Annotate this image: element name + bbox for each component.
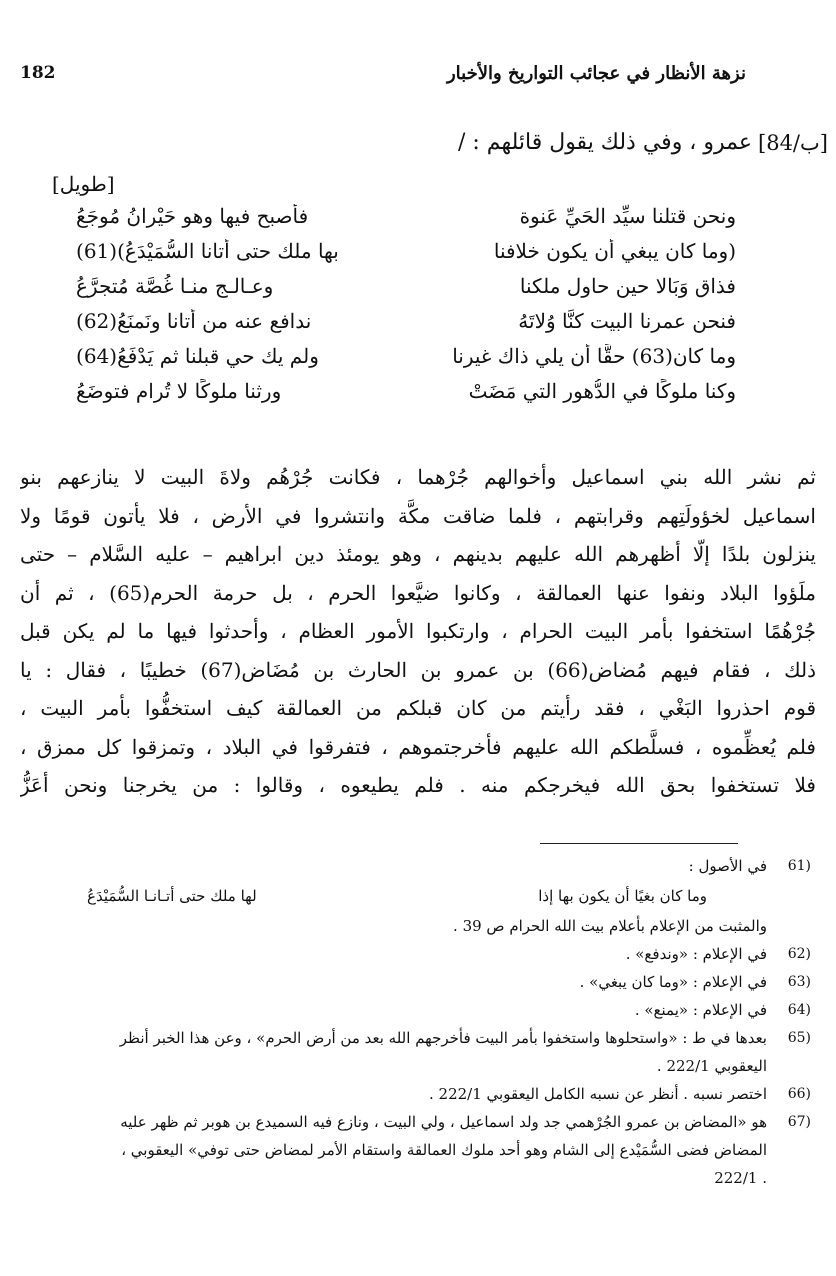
- footnote-text: بعدها في ط : «واستحلوها واستخفوا بأمر البيت فأخرجهم الله بعد من أرض الحرم» ، وعن هذا الخبر أنظر: [119, 1029, 767, 1047]
- footnote-number: 66): [787, 1086, 811, 1102]
- verse: [76, 373, 736, 408]
- footnote-text: اختصر نسبه . أنظر عن نسبه الكامل اليعقوبي 222/1 .: [429, 1085, 767, 1103]
- footnote-number: 63): [787, 974, 811, 990]
- poem-meter: [طويل]: [52, 172, 115, 196]
- verse-second-hemistich: بها ملك حتى أتانا السُّمَيْدَعُ)(61): [76, 238, 339, 263]
- verse: [76, 268, 736, 303]
- footnote-text: في الإعلام : «وما كان يبغي» .: [579, 973, 767, 991]
- footnote-61: [21, 852, 811, 940]
- page-number: 182: [20, 63, 56, 83]
- verse-first-hemistich: فنحن عمرنا البيت كنَّا وُلاتَهُ: [518, 308, 736, 333]
- verse: [76, 198, 736, 233]
- poem: [76, 198, 736, 408]
- footnote-64: [21, 996, 811, 1024]
- footnote-verse: [87, 880, 707, 912]
- prose-line: جُرْهُمًا استخفوا بأمر البيت الحرام ، وارتكبوا الأمور العظام ، وأحدثوا فيها ما لم يكن قبل: [20, 619, 816, 643]
- footnote-63: [21, 968, 811, 996]
- prose-line: ذلك ، فقام فيهم مُضاض(66) بن عمرو بن الحارث بن مُضَاض(67) خطيبًا ، فقال : يا: [20, 657, 816, 682]
- intro-text: عمرو ، وفي ذلك يقول قائلهم : /: [458, 130, 753, 155]
- footnote-verse-second: لها ملك حتى أتـانـا السُّمَيْدَعُ: [87, 887, 257, 905]
- verse-first-hemistich: وما كان(63) حقًّا أن يلي ذاك غيرنا: [452, 343, 736, 368]
- verse: [76, 233, 736, 268]
- verse: [76, 338, 736, 373]
- footnote-text: اليعقوبي 222/1 .: [656, 1057, 767, 1075]
- verse-first-hemistich: (وما كان يبغي أن يكون خلافنا: [493, 238, 736, 263]
- verse-second-hemistich: فأصبح فيها وهو حَيْرانُ مُوجَعُ: [76, 203, 309, 228]
- footnote-divider: [540, 843, 738, 844]
- verse-first-hemistich: ونحن قتلنا سيِّد الحَيِّ عَنوة: [519, 203, 736, 228]
- footnote-text: المضاض فضى السُّمَيْدع إلى الشام وهو أحد ملوك العمالقة واستقام الأمر لمضاض حتى توفي» اليعقوبي ،: [121, 1141, 767, 1159]
- page-header: [20, 58, 746, 88]
- running-title: نزهة الأنظار في عجائب التواريخ والأخبار: [446, 62, 746, 84]
- footnote-66: [21, 1080, 811, 1108]
- footnotes: [21, 852, 811, 1192]
- footnote-67: [21, 1108, 811, 1192]
- footnote-text: في الأصول :: [688, 857, 767, 875]
- prose-paragraph: [20, 458, 816, 805]
- prose-line: فلم يُعظِّموه ، فسلَّطكم الله عليهم فأخرجتموهم ، فتفرقوا في البلاد ، وتمزقوا كل ممزق ،: [20, 734, 816, 759]
- footnote-text: هو «المضاض بن عمرو الجُرْهمي جد ولد اسماعيل ، ولي البيت ، ونازع فيه السميدع بن هوبر ثم ظهر عليه: [120, 1113, 767, 1131]
- verse-first-hemistich: وكنا ملوكًا في الدُّهور التي مَضَتْ: [468, 378, 736, 403]
- prose-line: فلا تستخفوا بحق الله فيخرجكم منه . فلم يطيعوه ، وقالوا : من يخرجنا ونحن أعَزُّ: [20, 773, 816, 797]
- footnote-number: 64): [787, 1002, 811, 1018]
- intro-line: [28, 130, 828, 155]
- footnote-text: في الإعلام : «وندفع» .: [625, 945, 767, 963]
- verse-first-hemistich: فذاق وَبَالا حين حاول ملكنا: [519, 273, 736, 298]
- folio-marker: [84/ب]: [758, 130, 828, 155]
- verse-second-hemistich: ندافع عنه من أتانا ونَمنَعُ(62): [76, 308, 312, 333]
- footnote-65: [21, 1024, 811, 1080]
- prose-line: ثم نشر الله بني اسماعيل وأخوالهم جُرْهما ، فكانت جُرْهُم ولاةَ البيت لا ينازعهم بنو: [20, 465, 816, 489]
- footnote-62: [21, 940, 811, 968]
- prose-line: اسماعيل لخؤولَتِهم وقرابتهم ، فلما ضاقت مكَّة وانتشروا في الأرض ، فلا يأتون قومًا ولا: [20, 503, 816, 528]
- footnote-number: 62): [787, 946, 811, 962]
- prose-line: ينزلون بلدًا إلّا أظهرهم الله عليهم بدينهم ، وهو يومئذ دين ابراهيم – عليه السَّلام – حتى: [20, 542, 816, 566]
- footnote-number: 61): [787, 858, 811, 874]
- footnote-text: . 222/1: [714, 1169, 767, 1187]
- prose-line: قوم احذروا البَغْي ، فقد رأيتم من كان قبلكم من العمالقة كيف استخفُّوا بأمر البيت ،: [20, 696, 816, 720]
- footnote-text: في الإعلام : «يمنع» .: [634, 1001, 767, 1019]
- footnote-text: والمثبت من الإعلام بأعلام بيت الله الحرام ص 39 .: [453, 917, 767, 935]
- prose-line: ملَؤوا البلاد ونفوا عنها العمالقة ، وكانوا ضيَّعوا الحرم ، بل حرمة الحرم(65) ، ثم أن: [20, 580, 816, 605]
- footnote-number: 67): [787, 1114, 811, 1130]
- verse-second-hemistich: ورثنا ملوكًا لا تُرام فتوضَعُ: [76, 378, 282, 403]
- footnote-number: 65): [787, 1030, 811, 1046]
- footnote-verse-first: وما كان بغيًا أن يكون بها إذا: [538, 887, 707, 905]
- verse: [76, 303, 736, 338]
- verse-second-hemistich: وعـالـج منـا غُصَّة مُتجرَّعُ: [76, 273, 274, 298]
- verse-second-hemistich: ولم يك حيٍ قبلنا ثم يَدْفَعُ(64): [76, 343, 319, 368]
